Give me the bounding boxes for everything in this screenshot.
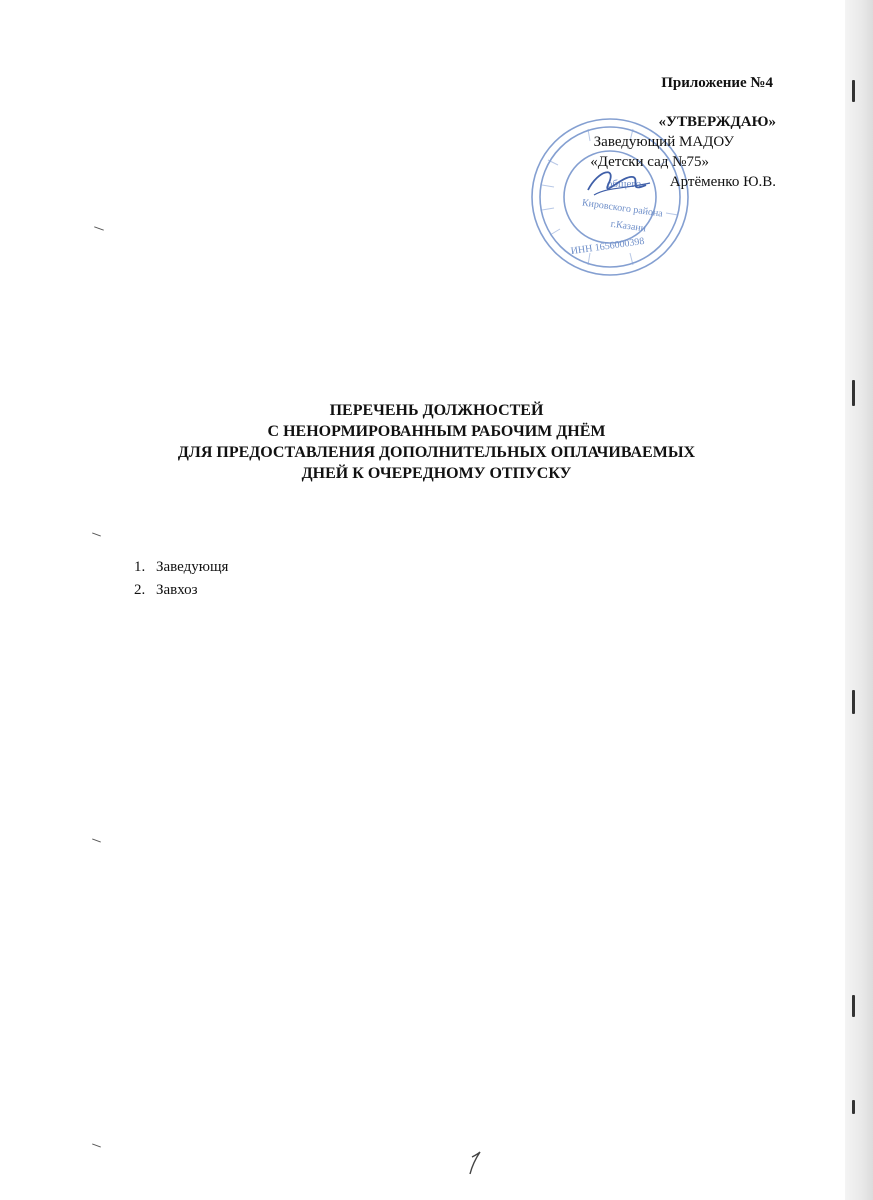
- title-line: С НЕНОРМИРОВАННЫМ РАБОЧИМ ДНЁМ: [267, 423, 606, 440]
- stamp-text-line: г.Казани: [609, 218, 647, 235]
- scan-speck: [92, 1143, 101, 1147]
- scan-edge-mark: [852, 1100, 855, 1114]
- document-title: [0, 400, 873, 484]
- scan-edge-mark: [852, 690, 855, 714]
- list-item-text: Завхоз: [156, 582, 198, 598]
- scan-edge: [845, 0, 873, 1200]
- list-item: [134, 579, 228, 602]
- stamp-text-line: общего: [606, 178, 642, 190]
- scan-speck: [94, 226, 104, 230]
- list-item: [134, 556, 228, 579]
- scan-edge-mark: [852, 80, 855, 102]
- approval-organization: «Детски сад №75»: [590, 154, 709, 170]
- title-line: ДНЕЙ К ОЧЕРЕДНОМУ ОТПУСКУ: [301, 465, 572, 482]
- positions-list: [134, 556, 228, 602]
- scan-speck: [92, 838, 101, 842]
- annex-label: Приложение №4: [661, 75, 773, 91]
- approval-signatory: Артёменко Ю.В.: [669, 174, 776, 190]
- stamp-text-line: Кировского района: [581, 197, 664, 220]
- handwritten-page-number: [458, 1148, 488, 1178]
- approval-block: [556, 112, 776, 194]
- approval-position: Заведующий МАДОУ: [593, 134, 734, 150]
- title-line: ДЛЯ ПРЕДОСТАВЛЕНИЯ ДОПОЛНИТЕЛЬНЫХ ОПЛАЧИВАЕМЫХ: [177, 444, 696, 461]
- scan-speck: [92, 532, 101, 536]
- list-item-text: Заведующя: [156, 559, 229, 575]
- approval-heading: «УТВЕРЖДАЮ»: [658, 114, 776, 130]
- title-line: ПЕРЕЧЕНЬ ДОЛЖНОСТЕЙ: [329, 402, 544, 419]
- list-item-number: 1.: [134, 559, 146, 575]
- stamp-text-line: ИНН 1656000398: [570, 235, 646, 258]
- list-item-number: 2.: [134, 582, 146, 598]
- scan-edge-mark: [852, 995, 855, 1017]
